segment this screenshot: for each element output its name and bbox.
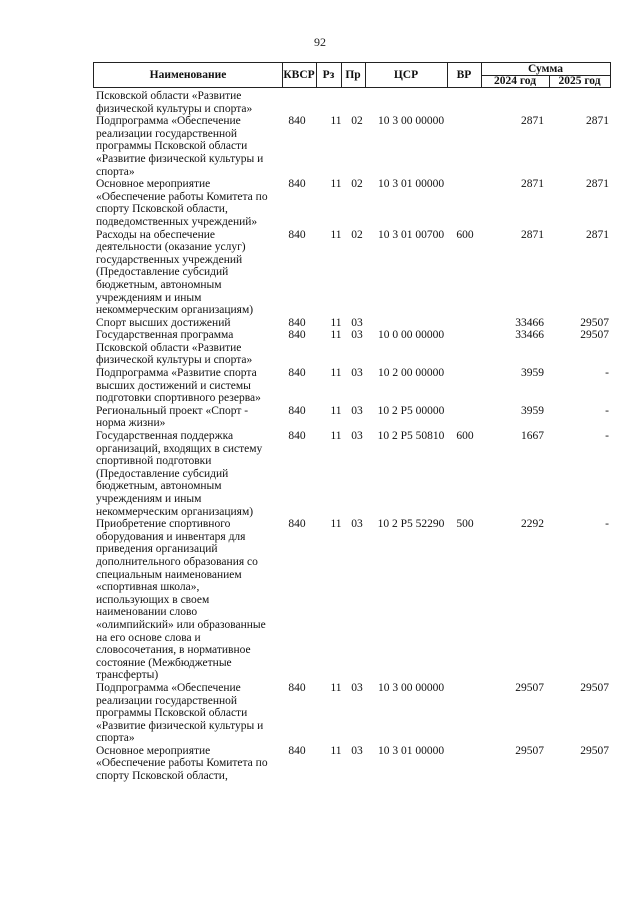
row-sum-2025: 29507: [580, 681, 609, 694]
row-csr: 10 2 P5 52290: [377, 518, 445, 531]
table-row: [96, 430, 612, 518]
header-year-2024: 2024 год: [481, 75, 550, 87]
row-name: Псковской области «Развитие физической культуры и спорта»: [96, 90, 253, 115]
row-name: Региональный проект «Спорт - норма жизни»: [96, 404, 249, 430]
row-rz: 11: [330, 681, 342, 694]
table-row: [96, 90, 612, 115]
row-sum-2025: 2871: [586, 178, 609, 191]
header-kvsr: КВСР: [282, 63, 317, 87]
table-row: [96, 367, 612, 405]
row-sum-2024: 3959: [521, 367, 544, 380]
row-name: Основное мероприятие «Обеспечение работы Комитета по спорту Псковской области, подведомственных учреждений»: [96, 178, 268, 228]
row-pr: 03: [351, 744, 363, 757]
row-kvsr: 840: [288, 744, 306, 757]
row-csr: 10 3 01 00000: [377, 178, 445, 191]
row-kvsr: 840: [288, 518, 306, 531]
row-kvsr: 840: [288, 178, 306, 191]
row-sum-2024: 3959: [521, 404, 544, 417]
row-sum-2024: 2871: [521, 228, 544, 241]
row-name: Подпрограмма «Развитие спорта высших достижений и системы подготовки спортивного резерва»: [96, 367, 261, 405]
table-row: [96, 229, 612, 317]
row-kvsr: 840: [288, 404, 306, 417]
row-rz: 11: [330, 316, 342, 329]
row-name: Подпрограмма «Обеспечение реализации государственной программы Псковской области «Развитие физической культуры и спорта»: [96, 115, 264, 178]
table-row: [96, 682, 612, 745]
row-rz: 11: [330, 404, 342, 417]
row-sum-2025: 29507: [580, 744, 609, 757]
row-sum-2025: 29507: [580, 329, 609, 342]
row-sum-2025: 29507: [580, 316, 609, 329]
row-sum-2024: 2871: [521, 178, 544, 191]
header-name: Наименование: [94, 63, 283, 87]
row-rz: 11: [330, 178, 342, 191]
row-sum-2025: -: [605, 430, 609, 443]
row-pr: 03: [351, 430, 363, 443]
header-sum: Сумма: [481, 63, 610, 76]
table-header: [93, 62, 611, 88]
row-name: Государственная поддержка организаций, входящих в систему спортивной подготовки (Предоставление субсидий бюджетным, автономным учреждениям и иным некоммерческим организациям): [96, 430, 263, 518]
table-body: [96, 90, 612, 783]
table-row: [96, 518, 612, 682]
row-csr: 10 0 00 00000: [377, 329, 445, 342]
row-rz: 11: [330, 367, 342, 380]
row-vr: 600: [456, 430, 474, 443]
row-pr: 02: [351, 228, 363, 241]
row-sum-2025: 2871: [586, 228, 609, 241]
row-rz: 11: [330, 518, 342, 531]
page-number: 92: [314, 35, 326, 49]
row-name: Приобретение спортивного оборудования и инвентаря для приведения организаций дополнительного образования со специальным наименованием «спортивная школа», использующих в своем наименовании слово «олимпийский» или образованные на его основе слова и словосочетания, в нормативное состояние (Межбюджетные трансферты): [96, 518, 266, 682]
row-pr: 03: [351, 518, 363, 531]
row-rz: 11: [330, 430, 342, 443]
row-csr: 10 3 00 00000: [377, 681, 445, 694]
row-kvsr: 840: [288, 367, 306, 380]
row-sum-2024: 2871: [521, 115, 544, 128]
row-sum-2024: 2292: [521, 518, 544, 531]
row-csr: 10 3 00 00000: [377, 115, 445, 128]
row-sum-2025: -: [605, 404, 609, 417]
row-rz: 11: [330, 329, 342, 342]
row-sum-2025: -: [605, 518, 609, 531]
header-rz: Рз: [316, 63, 342, 87]
row-vr: 500: [456, 518, 474, 531]
row-rz: 11: [330, 744, 342, 757]
row-sum-2024: 33466: [515, 329, 544, 342]
table-row: [96, 115, 612, 178]
row-pr: 03: [351, 329, 363, 342]
table-row: [96, 745, 612, 783]
row-pr: 03: [351, 367, 363, 380]
row-name: Спорт высших достижений: [96, 316, 231, 329]
row-sum-2024: 29507: [515, 681, 544, 694]
table-row: [96, 329, 612, 367]
row-kvsr: 840: [288, 329, 306, 342]
row-kvsr: 840: [288, 228, 306, 241]
header-year-2025: 2025 год: [558, 75, 601, 87]
header-csr: ЦСР: [365, 63, 448, 87]
row-rz: 11: [330, 228, 342, 241]
row-sum-2024: 33466: [515, 316, 544, 329]
row-pr: 03: [351, 316, 363, 329]
row-name: Расходы на обеспечение деятельности (оказание услуг) государственных учреждений (Предоставление субсидий бюджетным, автономным учреждениям и иным некоммерческим организациям): [96, 228, 254, 317]
row-kvsr: 840: [288, 316, 306, 329]
row-csr: 10 2 00 00000: [377, 367, 445, 380]
row-pr: 02: [351, 178, 363, 191]
row-vr: 600: [456, 228, 474, 241]
row-kvsr: 840: [288, 115, 306, 128]
row-sum-2025: -: [605, 367, 609, 380]
row-name: Государственная программа Псковской области «Развитие физической культуры и спорта»: [96, 329, 253, 367]
row-sum-2024: 29507: [515, 744, 544, 757]
header-vr: ВР: [447, 63, 482, 87]
table-row: [96, 405, 612, 430]
table-row: [96, 317, 612, 330]
row-csr: 10 2 P5 50810: [377, 430, 445, 443]
row-csr: 10 3 01 00000: [377, 744, 445, 757]
row-kvsr: 840: [288, 430, 306, 443]
row-rz: 11: [330, 115, 342, 128]
row-sum-2024: 1667: [521, 430, 544, 443]
table-row: [96, 178, 612, 228]
row-csr: 10 2 P5 00000: [377, 404, 445, 417]
row-name: Основное мероприятие «Обеспечение работы Комитета по спорту Псковской области,: [96, 744, 268, 783]
row-pr: 03: [351, 404, 363, 417]
row-pr: 02: [351, 115, 363, 128]
row-pr: 03: [351, 681, 363, 694]
row-csr: 10 3 01 00700: [377, 228, 445, 241]
row-sum-2025: 2871: [586, 115, 609, 128]
row-name: Подпрограмма «Обеспечение реализации государственной программы Псковской области «Развитие физической культуры и спорта»: [96, 681, 264, 745]
header-pr: Пр: [341, 63, 366, 87]
row-kvsr: 840: [288, 681, 306, 694]
